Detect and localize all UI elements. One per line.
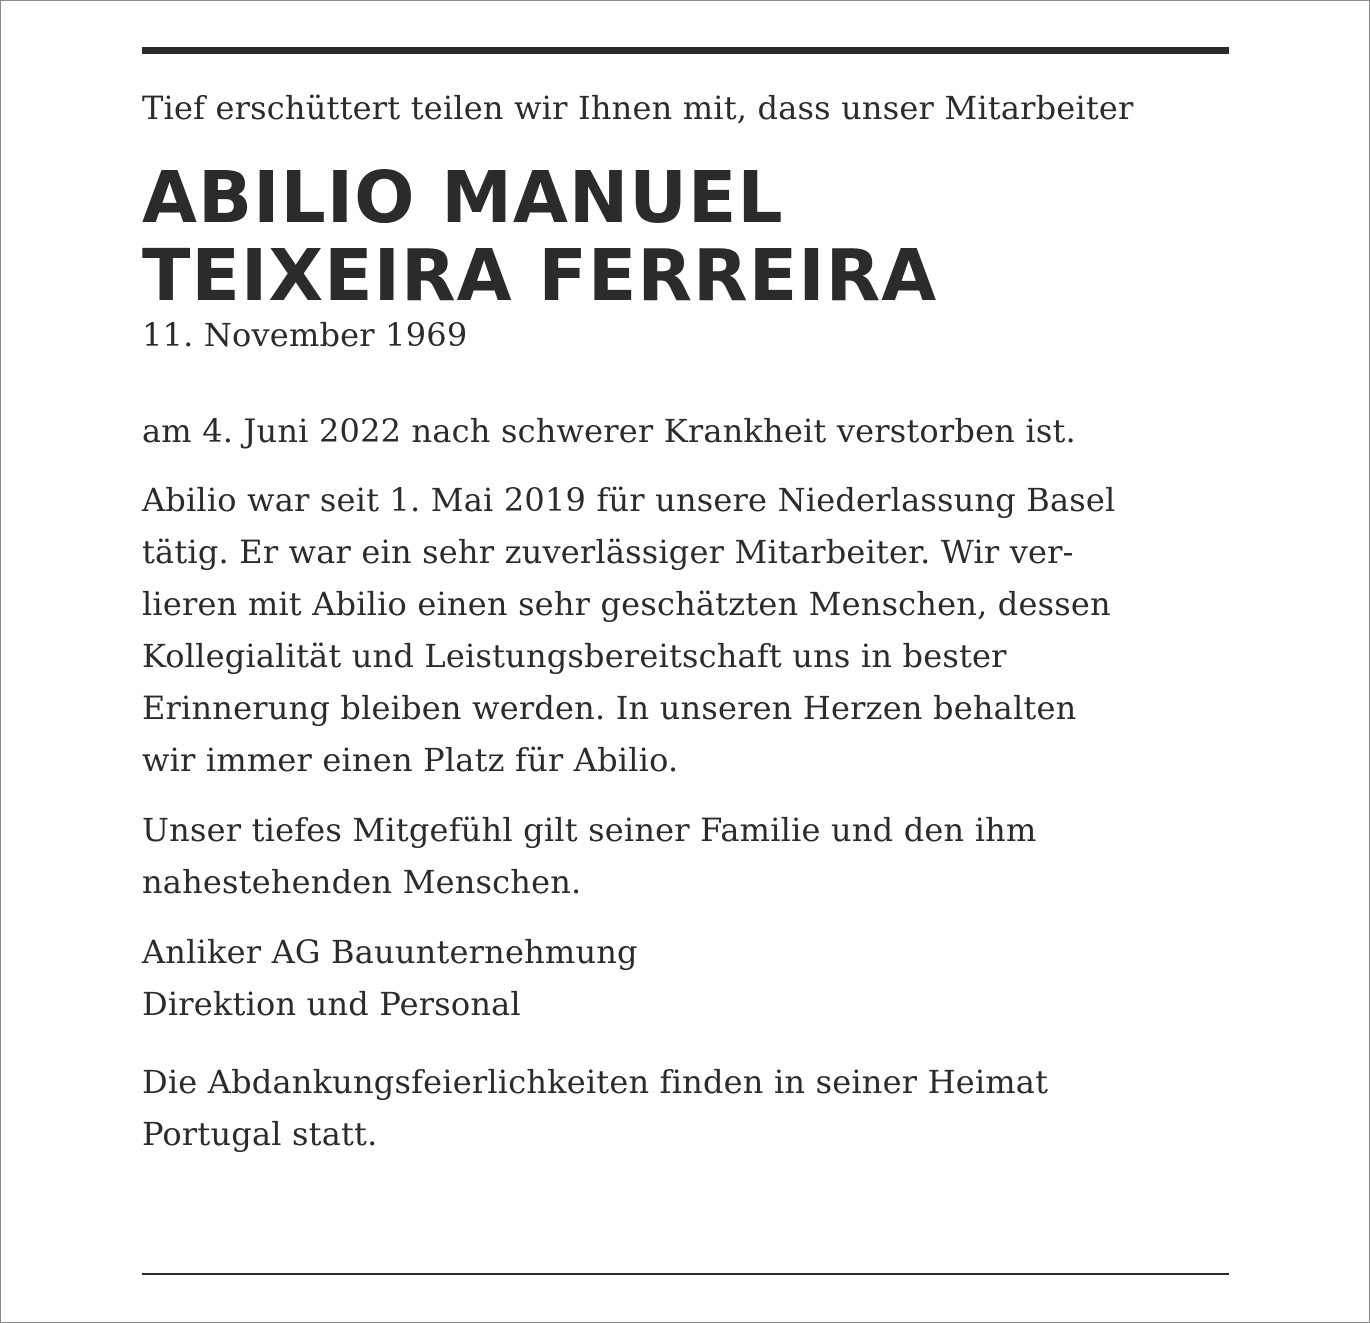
ceremony-line: Portugal statt. bbox=[142, 1115, 378, 1153]
tribute-line: wir immer einen Platz für Abilio. bbox=[142, 741, 679, 779]
obituary-content bbox=[142, 47, 1229, 1160]
company-name: Anliker AG Bauunternehmung bbox=[142, 933, 638, 971]
death-statement: am 4. Juni 2022 nach schwerer Krankheit verstorben ist. bbox=[142, 412, 1076, 450]
bottom-rule bbox=[142, 1273, 1229, 1275]
ceremony-paragraph bbox=[142, 1056, 1229, 1160]
tribute-line: Erinnerung bleiben werden. In unseren Herzen behalten bbox=[142, 689, 1077, 727]
sympathy-line: Unser tiefes Mitgefühl gilt seiner Familie und den ihm bbox=[142, 811, 1037, 849]
tribute-line: lieren mit Abilio einen sehr geschätzten Menschen, dessen bbox=[142, 585, 1111, 623]
tribute-paragraph bbox=[142, 474, 1229, 786]
top-rule bbox=[142, 47, 1229, 54]
tribute-line: Kollegialität und Leistungsbereitschaft uns in bester bbox=[142, 637, 1007, 675]
tribute-line: Abilio war seit 1. Mai 2019 für unsere Niederlassung Basel bbox=[142, 481, 1116, 519]
ceremony-line: Die Abdankungsfeierlichkeiten finden in seiner Heimat bbox=[142, 1063, 1049, 1101]
signature-block bbox=[142, 926, 1229, 1030]
name-line-last: TEIXEIRA FERREIRA bbox=[142, 234, 938, 317]
intro-text: Tief erschüttert teilen wir Ihnen mit, dass unser Mitarbeiter bbox=[142, 89, 1134, 127]
sympathy-line: nahestehenden Menschen. bbox=[142, 863, 582, 901]
department-name: Direktion und Personal bbox=[142, 985, 521, 1023]
sympathy-paragraph bbox=[142, 804, 1229, 908]
tribute-line: tätig. Er war ein sehr zuverlässiger Mitarbeiter. Wir ver- bbox=[142, 533, 1074, 571]
name-line-first: ABILIO MANUEL bbox=[142, 156, 784, 239]
deceased-name bbox=[142, 156, 1229, 317]
birth-date: 11. November 1969 bbox=[142, 316, 468, 354]
